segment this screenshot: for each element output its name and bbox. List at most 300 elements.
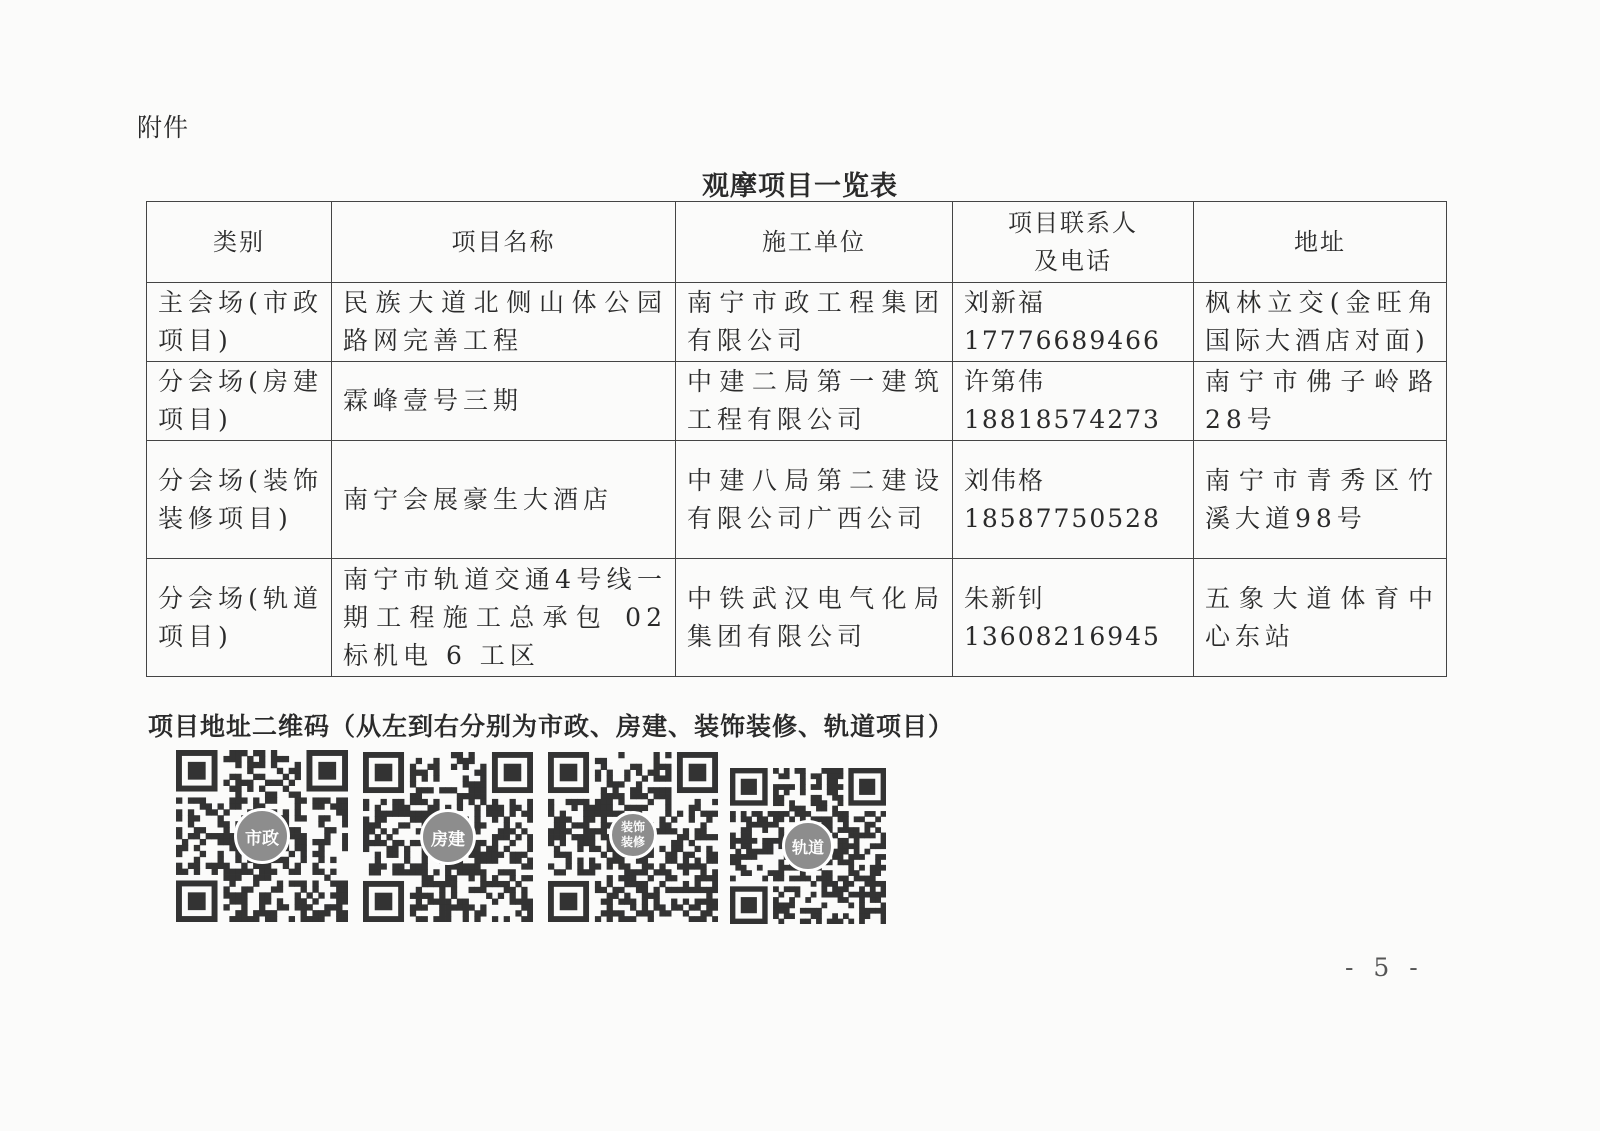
qr-module xyxy=(800,876,806,882)
qr-module xyxy=(498,805,504,811)
qr-module xyxy=(875,892,881,898)
qr-module xyxy=(789,902,795,908)
cell-project-name: 南宁市轨道交通4号线一期工程施工总承包 02 标机电 6 工区 xyxy=(332,559,676,677)
qr-module xyxy=(583,834,589,840)
qr-module xyxy=(560,893,578,911)
qr-module xyxy=(218,821,224,827)
qr-module xyxy=(445,881,451,887)
cell-contact xyxy=(953,441,1194,559)
qr-module xyxy=(241,750,247,756)
qr-module xyxy=(404,805,410,811)
qr-module xyxy=(859,876,865,882)
qr-module xyxy=(247,869,253,875)
qr-module xyxy=(683,834,689,840)
qr-module xyxy=(312,869,318,875)
qr-module xyxy=(469,904,475,910)
qr-module xyxy=(521,916,527,922)
qr-module xyxy=(241,780,247,786)
qr-module xyxy=(342,821,348,827)
qr-module xyxy=(548,840,554,846)
qr-module xyxy=(386,834,392,840)
qr-module xyxy=(463,764,469,770)
qr-module xyxy=(363,799,369,805)
qr-module xyxy=(843,897,849,903)
qr-module xyxy=(218,857,224,863)
qr-module xyxy=(752,849,758,855)
qr-module xyxy=(612,887,618,893)
qr-module xyxy=(398,822,404,828)
qr-module xyxy=(336,797,342,803)
qr-module xyxy=(241,904,247,910)
contact-phone: 18587750528 xyxy=(964,503,1161,533)
qr-module xyxy=(671,828,677,834)
qr-module xyxy=(864,892,870,898)
qr-module xyxy=(827,919,833,924)
qr-module xyxy=(624,899,630,905)
qr-code-decoration[interactable] xyxy=(548,752,718,922)
qr-caption: 项目地址二维码（从左到右分别为市政、房建、装饰装修、轨道项目） xyxy=(148,712,955,741)
qr-module xyxy=(654,887,660,893)
qr-module xyxy=(253,916,259,922)
qr-module xyxy=(624,916,630,922)
qr-module xyxy=(398,863,404,869)
qr-module xyxy=(253,880,259,886)
qr-module xyxy=(336,803,342,809)
qr-module xyxy=(342,803,348,809)
qr-module xyxy=(474,846,480,852)
qr-module xyxy=(410,910,416,916)
qr-module xyxy=(773,816,779,822)
qr-module xyxy=(800,784,806,790)
qr-module xyxy=(235,756,241,762)
qr-module xyxy=(480,770,486,776)
qr-module xyxy=(410,781,416,787)
qr-module xyxy=(773,886,779,892)
qr-module xyxy=(235,797,241,803)
qr-module xyxy=(773,838,779,844)
qr-module xyxy=(595,775,601,781)
qr-module xyxy=(683,869,689,875)
qr-module xyxy=(864,833,870,839)
qr-module xyxy=(618,875,624,881)
qr-module xyxy=(369,869,375,875)
qr-module xyxy=(712,834,718,840)
qr-module xyxy=(700,834,706,840)
qr-module xyxy=(492,805,498,811)
qr-module xyxy=(480,858,486,864)
qr-module xyxy=(746,822,752,828)
qr-module xyxy=(218,833,224,839)
qr-module xyxy=(654,770,660,776)
qr-module xyxy=(695,875,701,881)
qr-module xyxy=(881,843,886,849)
qr-module xyxy=(265,780,271,786)
qr-module xyxy=(392,805,398,811)
qr-module xyxy=(712,875,718,881)
qr-module xyxy=(859,902,865,908)
qr-module xyxy=(404,822,410,828)
qr-module xyxy=(671,846,677,852)
qr-module xyxy=(695,863,701,869)
qr-module xyxy=(848,881,854,887)
qr-module xyxy=(746,827,752,833)
qr-module xyxy=(510,899,516,905)
qr-module xyxy=(612,910,618,916)
qr-module xyxy=(433,899,439,905)
qr-module xyxy=(827,773,833,779)
qr-module xyxy=(601,822,607,828)
cell-contractor: 中建二局第一建筑工程有限公司 xyxy=(676,362,953,441)
qr-module xyxy=(695,834,701,840)
qr-module xyxy=(223,886,229,892)
qr-module xyxy=(659,881,665,887)
qr-module xyxy=(695,904,701,910)
qr-module xyxy=(859,865,865,871)
qr-module xyxy=(752,854,758,860)
cell-category: 分会场(房建项目) xyxy=(147,362,332,441)
qr-module xyxy=(318,916,324,922)
qr-module xyxy=(318,803,324,809)
qr-module xyxy=(188,762,206,780)
qr-module xyxy=(295,792,301,798)
qr-module xyxy=(548,805,554,811)
qr-module xyxy=(480,881,486,887)
qr-module xyxy=(336,809,342,815)
qr-module xyxy=(259,875,265,881)
qr-module xyxy=(486,846,492,852)
qr-module xyxy=(730,854,736,860)
qr-module xyxy=(295,774,301,780)
qr-module xyxy=(665,793,671,799)
qr-module xyxy=(392,846,398,852)
qr-module xyxy=(789,806,795,812)
qr-module xyxy=(492,816,498,822)
qr-module xyxy=(295,768,301,774)
qr-module xyxy=(577,834,583,840)
qr-module xyxy=(583,828,589,834)
qr-module xyxy=(247,786,253,792)
qr-module xyxy=(671,858,677,864)
qr-module xyxy=(571,822,577,828)
qr-module xyxy=(773,795,779,801)
qr-module xyxy=(271,797,277,803)
qr-module xyxy=(838,838,844,844)
qr-module xyxy=(811,784,817,790)
qr-module xyxy=(560,852,566,858)
qr-module xyxy=(636,793,642,799)
qr-module xyxy=(510,887,516,893)
qr-module xyxy=(683,863,689,869)
contact-name: 刘伟格 xyxy=(964,465,1046,495)
qr-module xyxy=(176,851,182,857)
qr-module xyxy=(295,904,301,910)
projects-table xyxy=(146,201,1447,677)
qr-module xyxy=(548,799,554,805)
qr-module xyxy=(247,780,253,786)
qr-code-building[interactable] xyxy=(363,752,533,922)
qr-module xyxy=(283,809,289,815)
qr-module xyxy=(630,899,636,905)
cell-contractor: 中铁武汉电气化局集团有限公司 xyxy=(676,559,953,677)
qr-module xyxy=(636,869,642,875)
qr-module xyxy=(832,806,838,812)
qr-module xyxy=(521,893,527,899)
qr-module xyxy=(480,787,486,793)
qr-module xyxy=(789,800,795,806)
qr-module xyxy=(773,908,779,914)
qr-module xyxy=(235,892,241,898)
qr-module xyxy=(648,770,654,776)
cell-address: 南宁市佛子岭路28号 xyxy=(1194,362,1447,441)
qr-module xyxy=(648,875,654,881)
qr-module xyxy=(312,916,318,922)
qr-module xyxy=(859,779,875,795)
qr-module xyxy=(469,875,475,881)
qr-module xyxy=(881,838,886,844)
qr-module xyxy=(677,834,683,840)
qr-module xyxy=(194,845,200,851)
qr-module xyxy=(607,811,613,817)
qr-module xyxy=(741,811,747,817)
qr-module xyxy=(881,919,886,924)
qr-module xyxy=(854,870,860,876)
qr-module xyxy=(498,834,504,840)
qr-module xyxy=(784,790,790,796)
qr-module xyxy=(689,863,695,869)
qr-module xyxy=(318,815,324,821)
qr-module xyxy=(318,839,324,845)
qr-module xyxy=(188,821,194,827)
qr-module xyxy=(821,876,827,882)
qr-module xyxy=(843,811,849,817)
qr-module xyxy=(521,887,527,893)
qr-module xyxy=(312,803,318,809)
qr-module xyxy=(422,775,428,781)
qr-module xyxy=(457,752,463,758)
qr-module xyxy=(689,805,695,811)
qr-module xyxy=(870,865,876,871)
qr-module xyxy=(741,865,747,871)
qr-module xyxy=(832,833,838,839)
qr-module xyxy=(848,833,854,839)
qr-module xyxy=(671,840,677,846)
qr-module xyxy=(642,881,648,887)
qr-module xyxy=(241,886,247,892)
qr-module xyxy=(253,750,259,756)
qr-module xyxy=(571,834,577,840)
qr-module xyxy=(510,811,516,817)
qr-module xyxy=(433,758,439,764)
qr-module xyxy=(474,770,480,776)
qr-code-municipal[interactable] xyxy=(176,750,348,922)
qr-module xyxy=(601,852,607,858)
qr-module xyxy=(595,887,601,893)
qr-module xyxy=(330,827,336,833)
qr-module xyxy=(607,781,613,787)
qr-module xyxy=(816,908,822,914)
qr-module xyxy=(223,809,229,815)
qr-module xyxy=(843,876,849,882)
qr-module xyxy=(427,764,433,770)
qr-module xyxy=(451,893,457,899)
qr-module xyxy=(838,919,844,924)
qr-module xyxy=(778,784,784,790)
qr-module xyxy=(457,904,463,910)
qr-module xyxy=(451,787,457,793)
qr-module xyxy=(700,910,706,916)
qr-module xyxy=(838,811,844,817)
qr-module xyxy=(410,793,416,799)
qr-module xyxy=(762,822,768,828)
qr-module xyxy=(741,843,747,849)
qr-module xyxy=(492,899,498,905)
qr-module xyxy=(870,822,876,828)
qr-module xyxy=(870,843,876,849)
qr-module xyxy=(601,811,607,817)
qr-module xyxy=(607,875,613,881)
header-address: 地址 xyxy=(1194,202,1447,283)
qr-module xyxy=(265,797,271,803)
qr-module xyxy=(312,880,318,886)
qr-module xyxy=(480,840,486,846)
qr-module xyxy=(843,822,849,828)
qr-module xyxy=(741,854,747,860)
qr-module xyxy=(762,816,768,822)
qr-module xyxy=(648,799,654,805)
qr-module xyxy=(612,787,618,793)
qr-module xyxy=(589,828,595,834)
qr-module xyxy=(881,913,886,919)
qr-module xyxy=(301,910,307,916)
qr-module xyxy=(811,800,817,806)
qr-module xyxy=(318,845,324,851)
qr-module xyxy=(773,784,779,790)
qr-module xyxy=(259,892,265,898)
qr-module xyxy=(457,799,463,805)
qr-module xyxy=(700,869,706,875)
qr-module xyxy=(253,910,259,916)
qr-module xyxy=(301,904,307,910)
cell-project-name: 民族大道北侧山体公园路网完善工程 xyxy=(332,283,676,362)
qr-module xyxy=(762,843,768,849)
qr-module xyxy=(336,910,342,916)
qr-module xyxy=(741,816,747,822)
qr-module xyxy=(271,750,277,756)
qr-module xyxy=(612,793,618,799)
qr-module xyxy=(735,849,741,855)
qr-module xyxy=(241,898,247,904)
qr-module xyxy=(504,822,510,828)
qr-module xyxy=(607,770,613,776)
qr-code-rail[interactable] xyxy=(730,768,886,924)
qr-module xyxy=(821,886,827,892)
qr-module xyxy=(469,752,475,758)
qr-module xyxy=(832,779,838,785)
qr-module xyxy=(618,752,624,758)
qr-module xyxy=(283,774,289,780)
qr-module xyxy=(864,876,870,882)
qr-module xyxy=(386,811,392,817)
qr-module xyxy=(843,913,849,919)
qr-module xyxy=(832,919,838,924)
qr-module xyxy=(259,910,265,916)
qr-module xyxy=(683,881,689,887)
qr-module xyxy=(404,852,410,858)
qr-module xyxy=(689,916,695,922)
qr-module xyxy=(700,875,706,881)
qr-module xyxy=(410,904,416,910)
qr-module xyxy=(265,916,271,922)
qr-module xyxy=(176,809,182,815)
qr-module xyxy=(773,876,779,882)
qr-module xyxy=(342,898,348,904)
qr-module xyxy=(741,827,747,833)
qr-module xyxy=(206,863,212,869)
qr-module xyxy=(229,880,235,886)
qr-module xyxy=(827,768,833,774)
qr-module xyxy=(427,881,433,887)
qr-module xyxy=(404,869,410,875)
qr-module xyxy=(859,913,865,919)
qr-module xyxy=(480,822,486,828)
qr-module xyxy=(583,805,589,811)
qr-module xyxy=(800,779,806,785)
qr-module xyxy=(554,816,560,822)
qr-module xyxy=(843,881,849,887)
qr-module xyxy=(677,846,683,852)
qr-module xyxy=(618,858,624,864)
qr-module xyxy=(312,851,318,857)
qr-module xyxy=(229,875,235,881)
qr-module xyxy=(659,910,665,916)
qr-module xyxy=(474,887,480,893)
qr-module xyxy=(706,858,712,864)
qr-module xyxy=(469,787,475,793)
qr-module xyxy=(422,916,428,922)
qr-module xyxy=(492,852,498,858)
qr-module xyxy=(486,881,492,887)
qr-module xyxy=(416,863,422,869)
qr-module xyxy=(474,781,480,787)
qr-module xyxy=(469,781,475,787)
qr-module xyxy=(318,851,324,857)
qr-module xyxy=(566,799,572,805)
qr-module xyxy=(445,787,451,793)
qr-module xyxy=(838,876,844,882)
qr-module xyxy=(595,863,601,869)
qr-module xyxy=(881,892,886,898)
qr-module xyxy=(659,869,665,875)
qr-module xyxy=(624,863,630,869)
qr-module xyxy=(474,852,480,858)
qr-module xyxy=(683,828,689,834)
qr-module xyxy=(200,827,206,833)
qr-module xyxy=(832,886,838,892)
qr-module xyxy=(864,908,870,914)
qr-module xyxy=(870,892,876,898)
qr-module xyxy=(265,910,271,916)
qr-module xyxy=(712,881,718,887)
qr-module xyxy=(583,869,589,875)
qr-module xyxy=(654,904,660,910)
qr-module xyxy=(881,881,886,887)
qr-module xyxy=(730,811,736,817)
qr-module xyxy=(445,916,451,922)
qr-module xyxy=(375,869,381,875)
qr-module xyxy=(648,863,654,869)
qr-module xyxy=(235,803,241,809)
qr-module xyxy=(422,881,428,887)
